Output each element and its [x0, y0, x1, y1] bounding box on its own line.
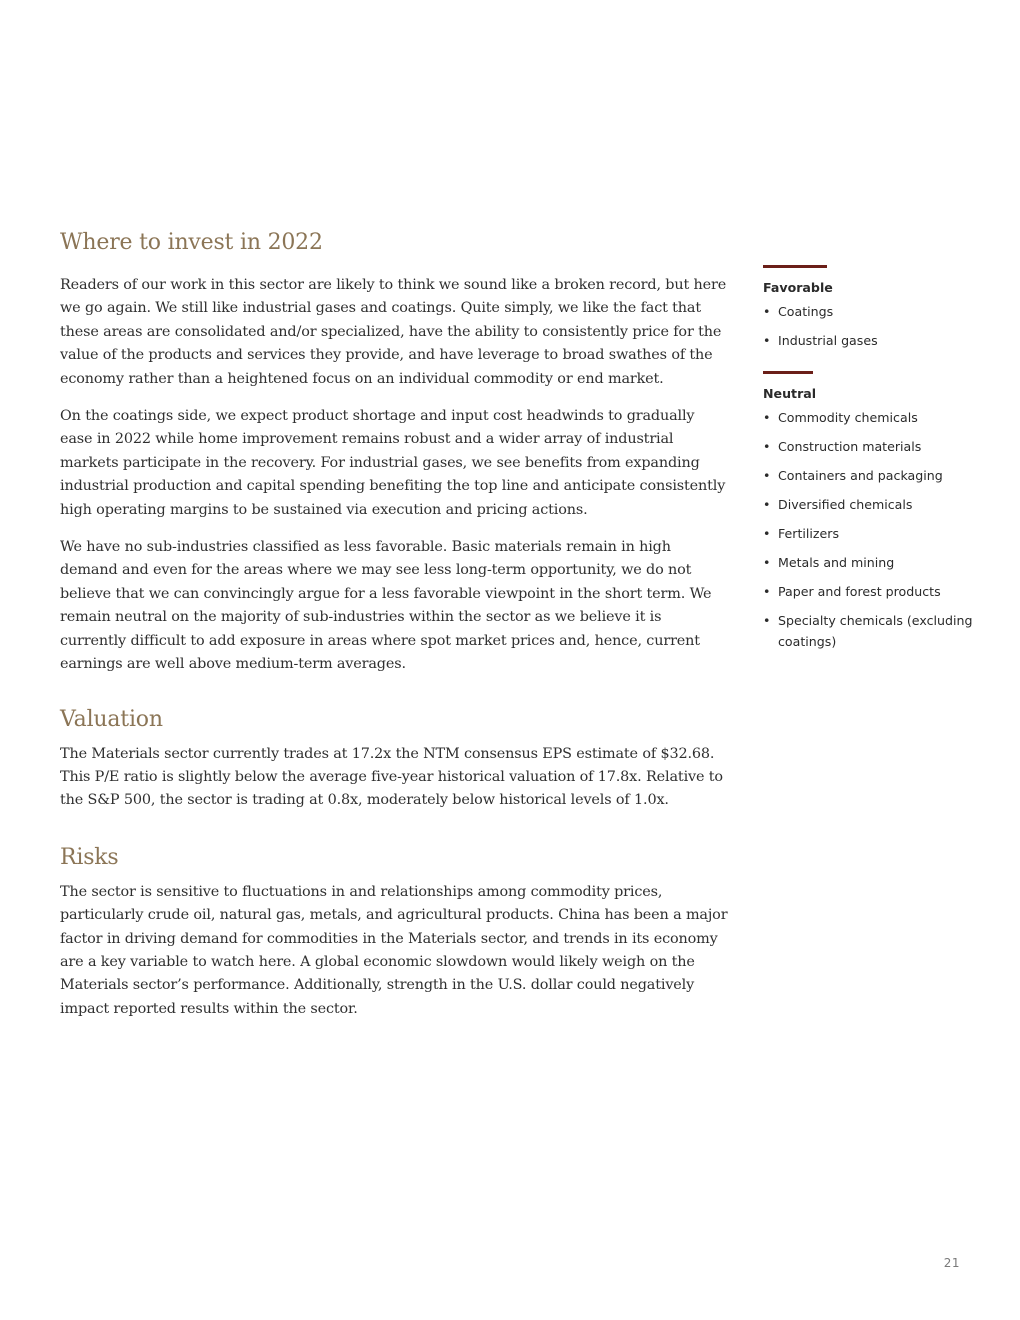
sidebar-ratings — [763, 265, 973, 660]
favorable-divider — [763, 265, 827, 268]
favorable-heading: Favorable — [763, 280, 833, 295]
list-item: • Containers and packaging — [763, 465, 973, 486]
neutral-divider — [763, 371, 813, 374]
where-paragraph-1: Readers of our work in this sector are likely to think we sound like a broken record, but here we go again. We still like industrial gases and coatings. Quite simply, we like the fact that these areas are consolidated and/or specialized, have the ability to consistently price for the value of the products and services they provide, and have leverage to broad swathes of the economy rather than a heightened focus on an individual commodity or end market. — [60, 277, 727, 387]
neutral-list — [763, 407, 973, 652]
page-number: 21 — [943, 1256, 960, 1270]
list-item: • Paper and forest products — [763, 581, 973, 602]
risks-paragraph: The sector is sensitive to fluctuations in and relationships among commodity prices, particularly crude oil, natural gas, metals, and agricultural products. China has been a major factor in driving demand for commodities in the Materials sector, and trends in its economy are a key variable to watch here. A global economic slowdown would likely weigh on the Materials sector’s performance. Additionally, strength in the U.S. dollar could negatively impact reported results within the sector. — [60, 883, 728, 1017]
favorable-list — [763, 301, 973, 351]
section-title-risks: Risks — [60, 844, 119, 870]
main-content — [60, 228, 728, 1021]
neutral-group — [763, 371, 973, 652]
list-item: • Fertilizers — [763, 523, 973, 544]
section-title-where-to-invest: Where to invest in 2022 — [60, 230, 323, 255]
list-item: • Construction materials — [763, 436, 973, 457]
where-paragraph-2: On the coatings side, we expect product shortage and input cost headwinds to gradually ease in 2022 while home improvement remains robust and a wider array of industrial markets participate in the recovery. For industrial gases, we see benefits from expanding industrial production and capital spending benefiting the top line and anticipate consistently high operating margins to be sustained via execution and pricing actions. — [60, 408, 726, 518]
list-item: • Industrial gases — [763, 330, 973, 351]
list-item: • Commodity chemicals — [763, 407, 973, 428]
list-item: • Specialty chemicals (excluding coatings) — [763, 610, 973, 652]
neutral-heading: Neutral — [763, 386, 817, 401]
list-item: • Coatings — [763, 301, 973, 322]
section-title-valuation: Valuation — [60, 706, 163, 732]
favorable-group — [763, 265, 973, 351]
where-paragraph-3: We have no sub-industries classified as less favorable. Basic materials remain in high demand and even for the areas where we may see less long-term opportunity, we do not believe that we can convincingly argue for a less favorable viewpoint in the short term. We remain neutral on the majority of sub-industries within the sector as we believe it is currently difficult to add exposure in areas where spot market prices and, hence, current earnings are well above medium-term averages. — [60, 539, 712, 673]
list-item: • Diversified chemicals — [763, 494, 973, 515]
list-item: • Metals and mining — [763, 552, 973, 573]
valuation-paragraph: The Materials sector currently trades at 17.2x the NTM consensus EPS estimate of $32.68. This P/E ratio is slightly below the average five-year historical valuation of 17.8x. Relative to the S&P 500, the sector is trading at 0.8x, moderately below historical levels of 1.0x. — [60, 745, 723, 809]
